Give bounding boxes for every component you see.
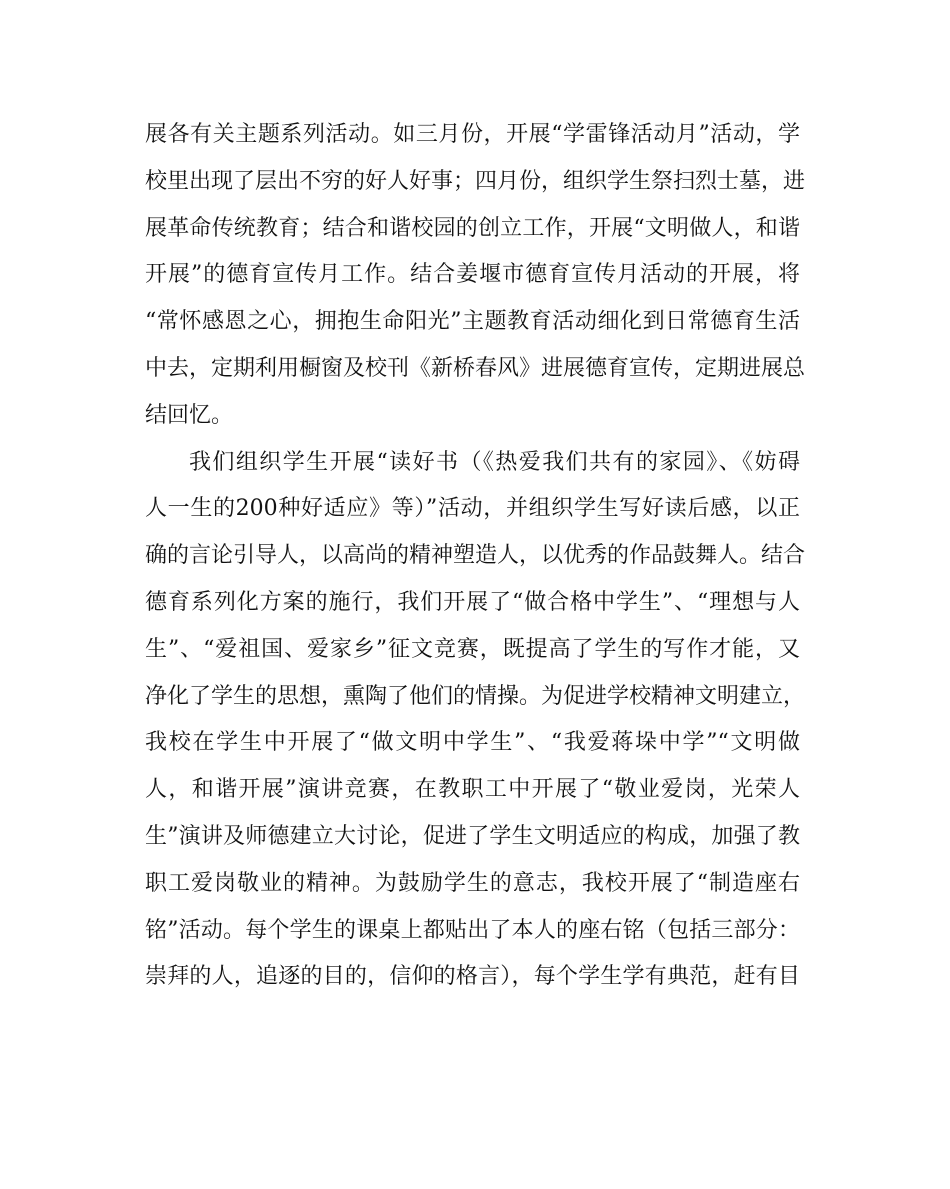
text-line: 生”、“爱祖国、爱家乡”征文竞赛，既提高了学生的写作才能，又 [145, 636, 800, 662]
text-line: 职工爱岗敬业的精神。为鼓励学生的意志，我校开展了“制造座右 [145, 870, 800, 896]
text-line: 人，和谐开展”演讲竞赛，在教职工中开展了“敬业爱岗，光荣人 [145, 777, 800, 803]
text-line: 生”演讲及师德建立大讨论，促进了学生文明适应的构成，加强了教 [145, 823, 800, 849]
text-line: “常怀感恩之心，拥抱生命阳光”主题教育活动细化到日常德育生活 [145, 309, 800, 335]
text-line: 铭”活动。每个学生的课桌上都贴出了本人的座右铭（包括三部分： [145, 917, 800, 943]
text-line: 我们组织学生开展“读好书（《热爱我们共有的家园》、《妨碍 [189, 449, 800, 475]
paragraph-2 [145, 440, 806, 1002]
text-line: 净化了学生的思想，熏陶了他们的情操。为促进学校精神文明建立， [145, 683, 806, 709]
text-line: 校里出现了层出不穷的好人好事；四月份，组织学生祭扫烈士墓，进 [145, 168, 806, 194]
text-line: 崇拜的人，追逐的目的，信仰的格言），每个学生学有典范，赶有目 [145, 964, 800, 990]
text-line: 我校在学生中开展了“做文明中学生”、“我爱蒋垛中学”“文明做 [145, 730, 800, 756]
paragraph-1 [145, 112, 806, 440]
text-line: 德育系列化方案的施行，我们开展了“做合格中学生”、“理想与人 [145, 589, 800, 615]
body-text [145, 112, 806, 1001]
text-line: 人一生的200种好适应》等）”活动，并组织学生写好读后感，以正 [145, 496, 800, 522]
text-line: 展各有关主题系列活动。如三月份，开展“学雷锋活动月”活动，学 [145, 122, 800, 147]
text-line: 确的言论引导人，以高尚的精神塑造人，以优秀的作品鼓舞人。结合 [145, 543, 806, 569]
text-line: 开展”的德育宣传月工作。结合姜堰市德育宣传月活动的开展，将 [145, 262, 800, 288]
text-line: 中去，定期利用橱窗及校刊《新桥春风》进展德育宣传，定期进展总 [145, 355, 806, 381]
text-line: 展革命传统教育；结合和谐校园的创立工作，开展“文明做人，和谐 [145, 215, 800, 241]
text-line: 结回忆。 [145, 402, 234, 428]
